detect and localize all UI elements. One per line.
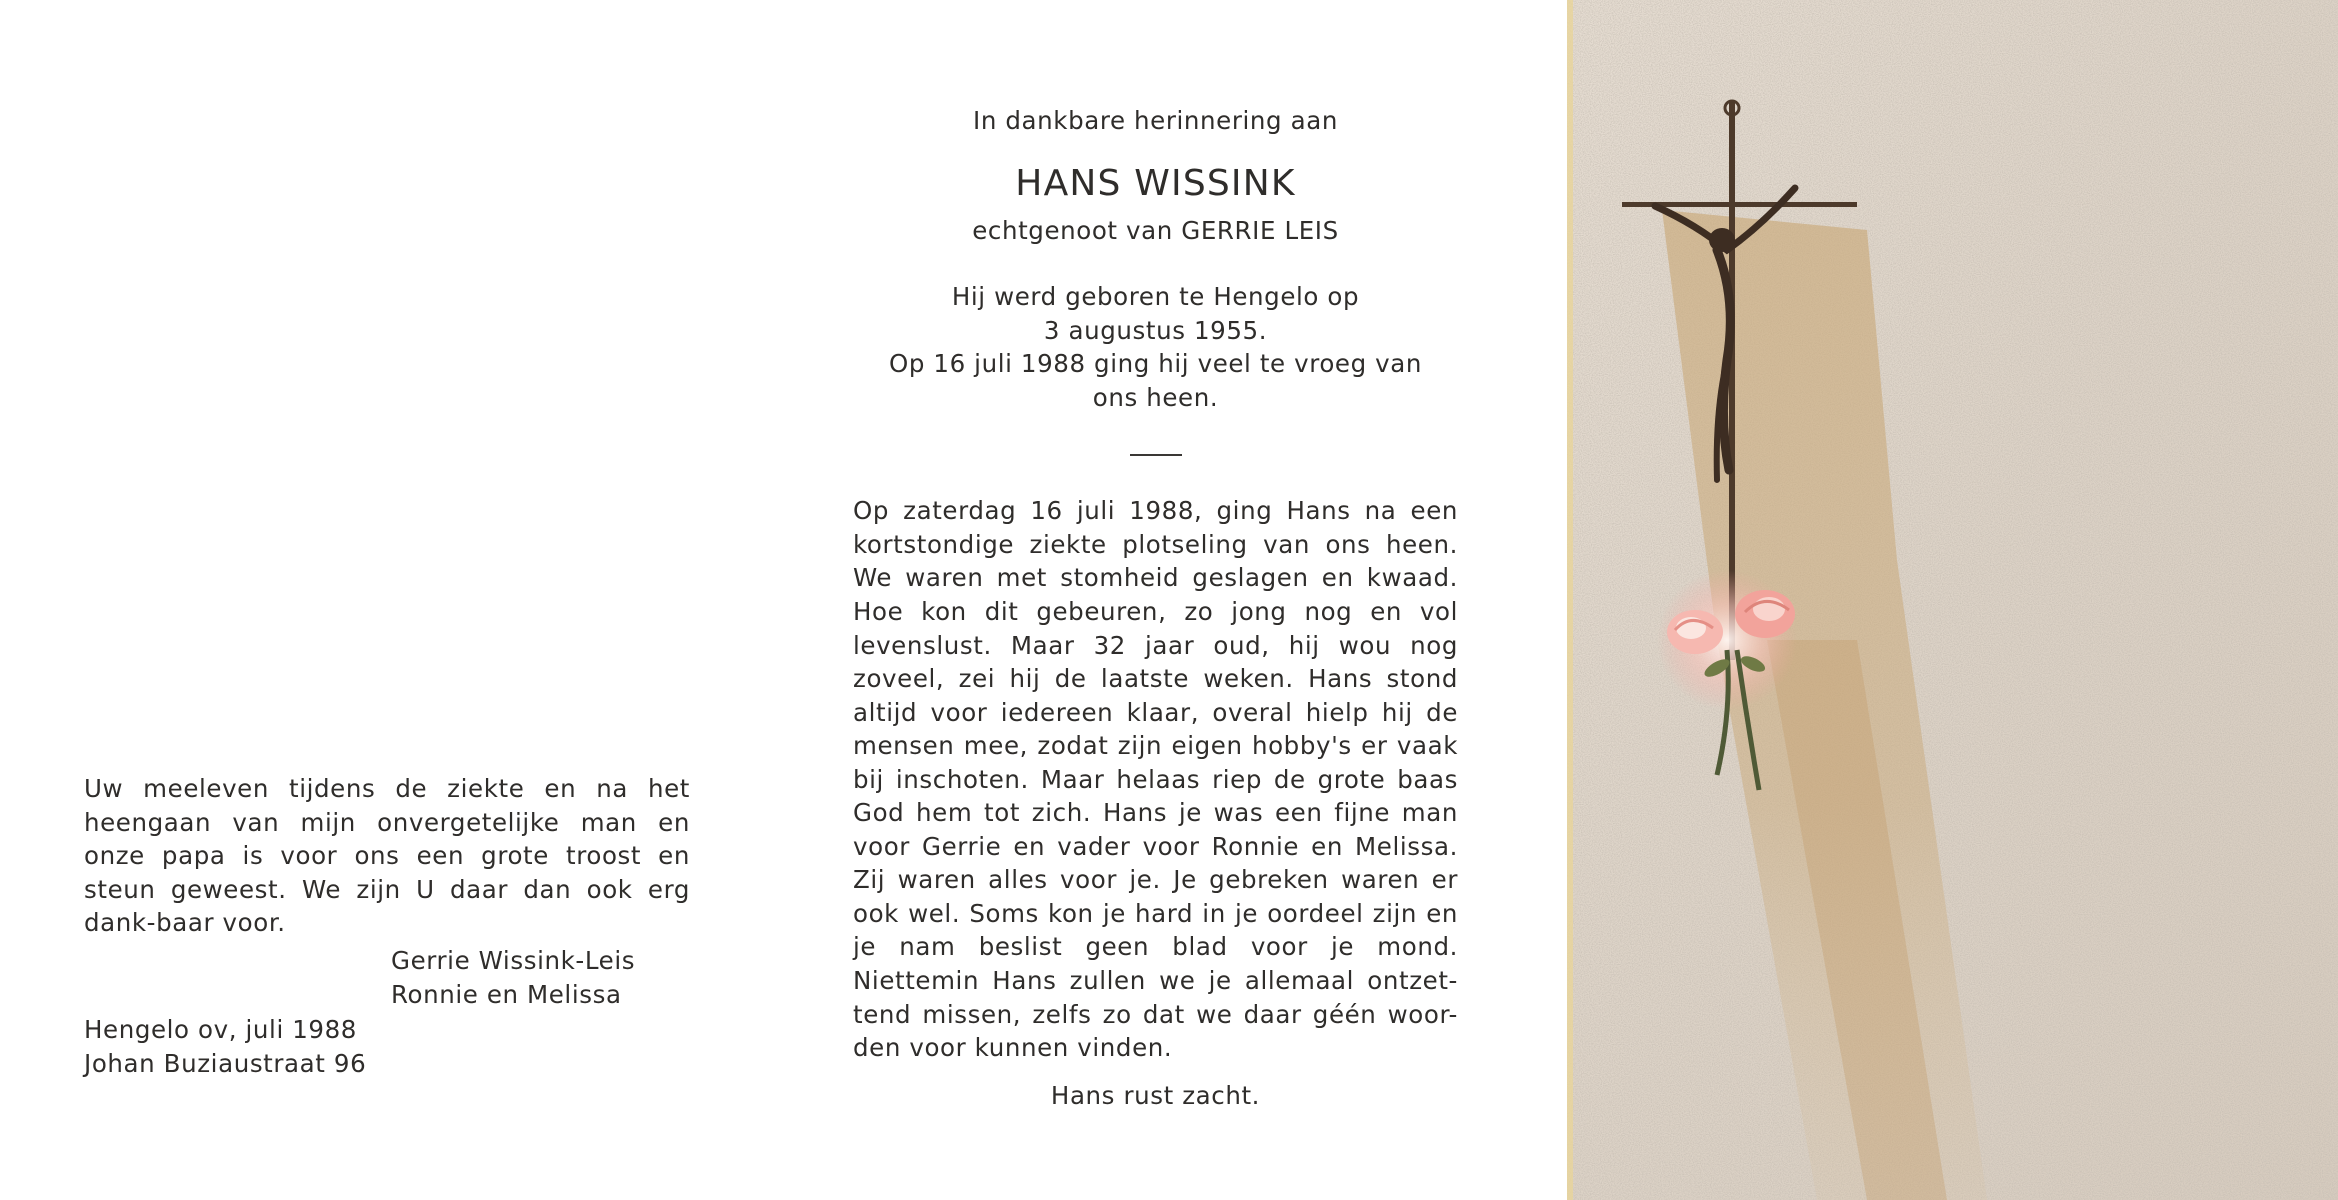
street-address: Johan Buziaustraat 96	[84, 1048, 367, 1078]
deceased-name: HANS WISSINK	[1015, 163, 1296, 204]
signer-name: Ronnie en Melissa	[391, 979, 622, 1009]
text-line: 3 augustus 1955.	[1043, 315, 1268, 345]
text-line: Op 16 juli 1988 ging hij veel te vroeg van	[888, 349, 1422, 379]
signers	[391, 944, 690, 1011]
text-line: ons heen.	[1092, 382, 1219, 412]
closing-line: Hans rust zacht.	[1050, 1080, 1261, 1110]
divider-line	[1130, 454, 1182, 456]
crucifix-roses-image	[1567, 0, 2338, 1200]
crucifix-photo	[1567, 0, 2338, 1200]
sender-address	[84, 1013, 690, 1080]
signer-name: Gerrie Wissink-Leis	[391, 945, 636, 975]
place-date: Hengelo ov, juli 1988	[84, 1015, 357, 1045]
text-line: Hij werd geboren te Hengelo op	[951, 282, 1360, 311]
thank-you-text: Uw meeleven tijdens de ziekte en na het heengaan van mijn onvergetelijke man en onze papa is voor ons een grote troost en steun geweest. We zijn U daar dan ook erg dank-baar voor.	[84, 774, 690, 938]
in-memoriam-panel	[853, 104, 1458, 1113]
memorial-story	[853, 494, 1458, 1064]
story-paragraph: Op zaterdag 16 juli 1988, ging Hans na een kortstondige ziekte plotseling van ons heen. We waren met stomheid geslagen en kwaad. Hoe kon dit gebeuren, zo jong nog en vol levenslust. Maar 32 jaar oud, hij wou nog zoveel, zei hij de laatste weken. Hans stond altijd voor iedereen klaar, overal hielp hij de mensen mee, zodat zijn eigen hobby's er vaak bij inschoten. Maar helaas riep de grote baas God hem tot zich. Hans je was een fijne man voor Gerrie en vader voor Ronnie en Melissa. Zij waren alles voor je. Je gebreken waren er ook wel. Soms kon je hard in je oordeel zijn en je nam beslist geen blad voor je mond. Niettemin Hans zullen we je allemaal ontzet-tend missen, zelfs zo dat we daar géén woor-den voor kunnen vinden.	[853, 496, 1458, 1063]
intro-line: In dankbare herinnering aan	[973, 106, 1338, 135]
birth-death-text	[886, 280, 1426, 414]
thank-you-panel	[84, 772, 690, 1080]
spouse-line: echtgenoot van GERRIE LEIS	[972, 216, 1339, 245]
